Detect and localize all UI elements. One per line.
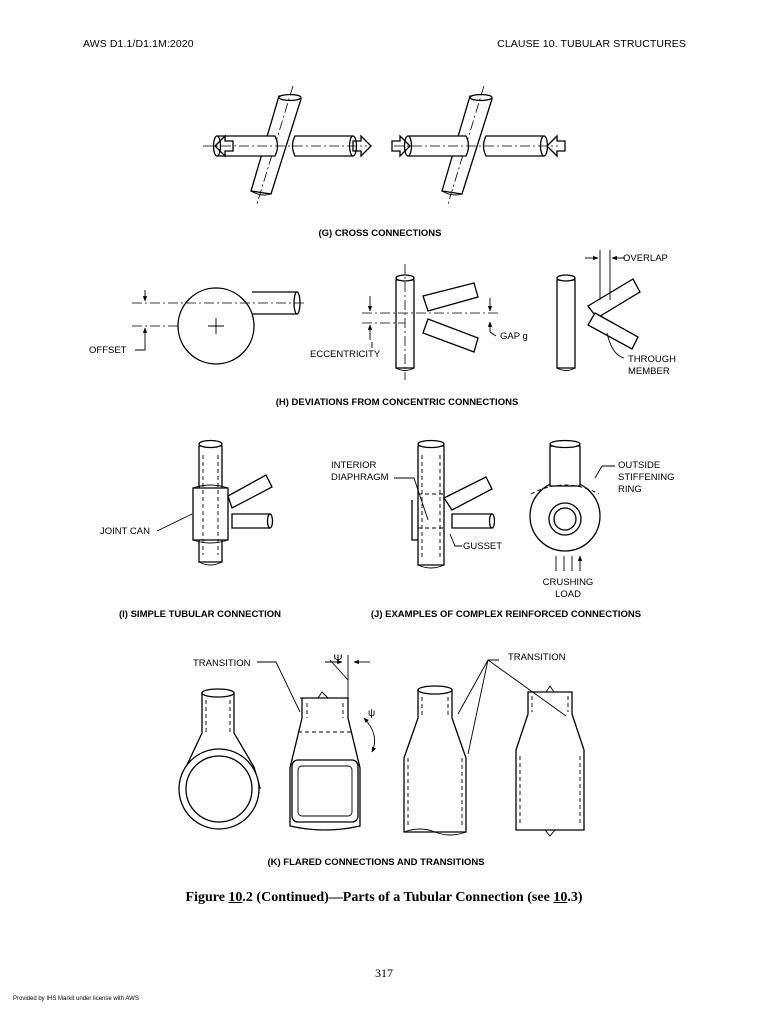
cross-connection-tension <box>203 86 371 204</box>
interior-diaphragm-label-2: DIAPHRAGM <box>331 472 389 483</box>
psi-side-label: ψ <box>368 708 376 719</box>
figure-caption-text: .2 (Continued)—Parts of a Tubular Connection (see <box>242 890 554 905</box>
figure-caption-clause-link[interactable]: 10 <box>228 890 243 905</box>
page-number: 317 <box>375 966 393 980</box>
caption-i: (I) SIMPLE TUBULAR CONNECTION <box>118 609 282 620</box>
tapered-round-transition <box>404 686 466 835</box>
eccentricity-label: ECCENTRICITY <box>310 349 381 360</box>
outside-ring-label-3: RING <box>618 484 642 495</box>
running-header-right: CLAUSE 10. TUBULAR STRUCTURES <box>497 38 686 50</box>
outside-ring-label-1: OUTSIDE <box>618 460 661 471</box>
through-member-label-1: THROUGH <box>628 354 677 365</box>
figure-caption-reference-link[interactable]: 10 <box>553 890 568 905</box>
figure-caption-prefix: Figure <box>185 890 229 905</box>
running-header-left: AWS D1.1/D1.1M:2020 <box>83 38 194 50</box>
eccentricity-gap-diagram <box>310 264 528 380</box>
transition-left-label: TRANSITION <box>193 658 251 669</box>
cross-connection-compression <box>392 86 565 204</box>
flared-round-connection <box>179 689 260 829</box>
caption-g: (G) CROSS CONNECTIONS <box>318 228 442 239</box>
joint-can-label: JOINT CAN <box>100 526 150 537</box>
license-note: Provided by IHS Markit under license with AWS <box>13 996 139 1002</box>
psi-top-label: Ψ <box>333 653 343 665</box>
offset-label: OFFSET <box>89 345 127 356</box>
transition-right-label: TRANSITION <box>508 652 566 663</box>
gap-label: GAP g <box>500 331 528 342</box>
gusset-label: GUSSET <box>463 541 503 552</box>
interior-diaphragm-connection <box>331 441 502 569</box>
overlap-label: OVERLAP <box>623 253 668 264</box>
through-member-label-2: MEMBER <box>628 366 670 377</box>
outside-stiffening-ring-connection <box>530 441 674 601</box>
figure-caption-suffix: .3) <box>567 890 583 905</box>
figure-caption <box>0 890 768 906</box>
stepped-box-transition <box>458 652 584 836</box>
crushing-load-label-1: CRUSHING <box>542 577 594 588</box>
outside-ring-label-2: STIFFENING <box>618 472 675 483</box>
offset-diagram <box>89 288 306 364</box>
caption-j: (J) EXAMPLES OF COMPLEX REINFORCED CONNECTIONS <box>370 609 642 620</box>
caption-h: (H) DEVIATIONS FROM CONCENTRIC CONNECTIONS <box>275 397 519 408</box>
crushing-load-label-2: LOAD <box>555 589 581 600</box>
caption-k: (K) FLARED CONNECTIONS AND TRANSITIONS <box>267 857 485 868</box>
interior-diaphragm-label-1: INTERIOR <box>331 460 377 471</box>
overlap-diagram <box>557 250 676 377</box>
simple-tubular-connection <box>100 441 273 566</box>
